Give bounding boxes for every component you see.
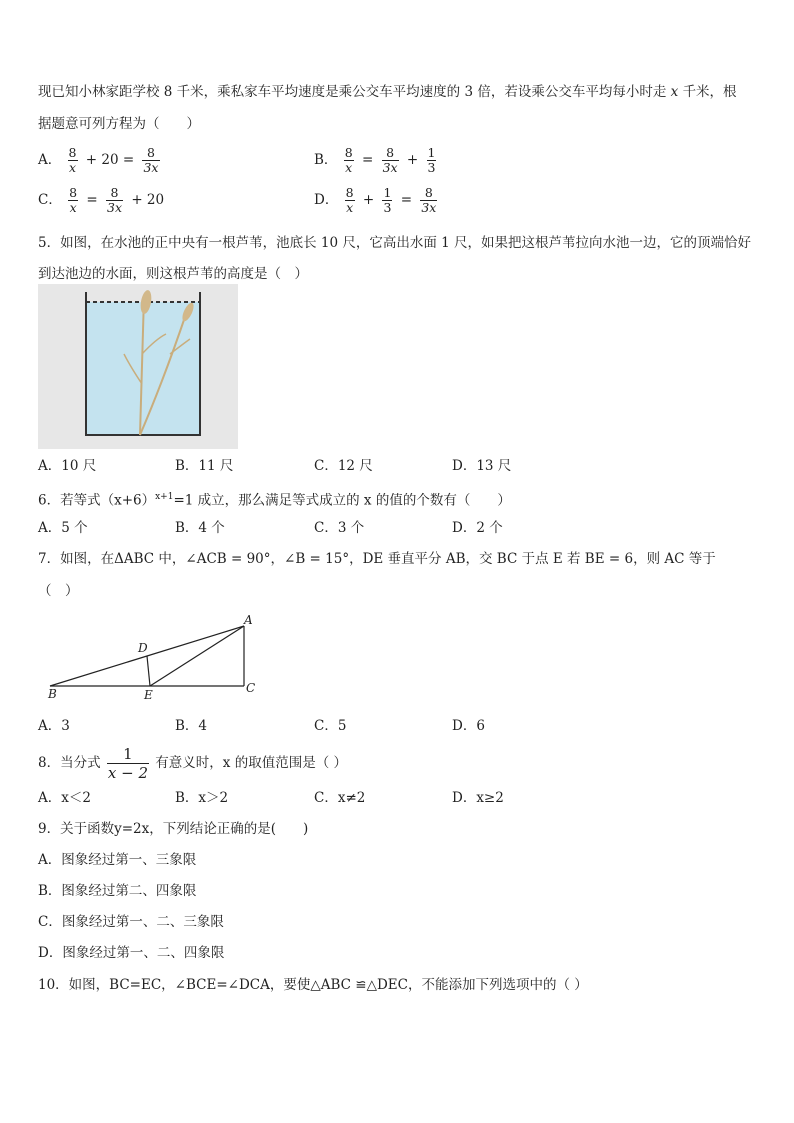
fraction: $\frac{8}{x}$ (69, 185, 78, 215)
q5-stem: 5．如图，在水池的正中央有一根芦苇，池底长 10 尺，它高出水面 1 尺，如果把这根芦苇拉向水池一边，它的顶端恰好到达池边的水面，则这根芦苇的高度是（ ） (38, 235, 752, 282)
q6-stem: 6．若等式$(x+6)^{x+1}=1$ 成立，那么满足等式成立的 x 的值的个数有（ ） (38, 492, 511, 509)
fraction: $\frac{8}{3x}$ (382, 145, 398, 175)
q4-option-a[interactable]: A． $\frac{8}{x}$ + 20 = $\frac{8}{3x}$ (38, 145, 159, 175)
q4-option-b[interactable]: B． $\frac{8}{x}$ = $\frac{8}{3x}$ + $\frac{1}{3}$ (314, 145, 436, 175)
q7-option-a[interactable]: A．3 (38, 718, 70, 734)
q9-option-b[interactable]: B．图象经过第二、四象限 (38, 883, 197, 899)
fraction: $\frac{8}{x}$ (344, 145, 353, 175)
q6-option-b[interactable]: B．4 个 (175, 520, 225, 536)
label-e: E (144, 688, 153, 702)
q8-option-d[interactable]: D．x≥2 (452, 790, 504, 806)
fraction: $\frac{8}{3x}$ (421, 185, 437, 215)
segment-ae (150, 626, 244, 686)
q5-option-b[interactable]: B．11 尺 (175, 458, 234, 474)
q5-option-d[interactable]: D．13 尺 (452, 458, 512, 474)
q5-option-c[interactable]: C．12 尺 (314, 458, 373, 474)
q9-stem: 9．关于函数y=2x，下列结论正确的是( ) (38, 821, 309, 837)
q7-option-d[interactable]: D．6 (452, 718, 485, 734)
label-a: A (244, 613, 253, 627)
segment-de (147, 656, 150, 686)
q8-option-c[interactable]: C．x≠2 (314, 790, 366, 806)
label-d: D (138, 641, 148, 655)
q5-option-a[interactable]: A．10 尺 (38, 458, 97, 474)
q7-option-b[interactable]: B．4 (175, 718, 208, 734)
q7-option-c[interactable]: C．5 (314, 718, 347, 734)
fraction: $\frac{1}{3}$ (383, 185, 392, 215)
q8-option-b[interactable]: B．x＞2 (175, 790, 229, 806)
fraction: $\frac{1}{x - 2}$ (107, 745, 148, 782)
q4-stem-line1: 现已知小林家距学校 8 千米，乘私家车平均速度是乘公交车平均速度的 3 倍，若设乘公交车平均每小时走 x 千米，根 (38, 84, 737, 100)
q4-stem-line2: 据题意可列方程为（ ） (38, 116, 200, 132)
q6-option-a[interactable]: A．5 个 (38, 520, 88, 536)
q8-option-a[interactable]: A．x＜2 (38, 790, 91, 806)
q9-option-a[interactable]: A．图象经过第一、三象限 (38, 852, 197, 868)
q7-stem-line1: 7．如图，在ΔABC 中，∠ACB = 90°，∠B = 15°，DE 垂直平分 AB，交 BC 于点 E 若 BE = 6，则 AC 等于 (38, 551, 716, 567)
q6-option-c[interactable]: C．3 个 (314, 520, 365, 536)
label-b: B (48, 687, 57, 701)
q10-stem: 10．如图，BC=EC，∠BCE=∠DCA，要使△ABC ≌△DEC，不能添加下列选项中的（ ） (38, 977, 588, 993)
q9-option-d[interactable]: D．图象经过第一、二、四象限 (38, 945, 225, 961)
fraction: $\frac{8}{x}$ (345, 185, 354, 215)
fraction: $\frac{1}{3}$ (427, 145, 436, 175)
fraction: $\frac{8}{3x}$ (143, 145, 159, 175)
reed-pond-figure (38, 284, 238, 449)
q4-option-c[interactable]: C． $\frac{8}{x}$ = $\frac{8}{3x}$ + 20 (38, 185, 165, 215)
q8-stem: 8．当分式 $\frac{1}{x - 2}$ 有意义时，x 的取值范围是（ ） (38, 745, 347, 782)
fraction: $\frac{8}{3x}$ (107, 185, 123, 215)
q4-option-d[interactable]: D． $\frac{8}{x}$ + $\frac{1}{3}$ = $\frac{8}{3x}$ (314, 185, 437, 215)
q6-option-d[interactable]: D．2 个 (452, 520, 503, 536)
label-c: C (246, 681, 256, 695)
q7-stem-line2: （ ） (38, 583, 79, 599)
q9-option-c[interactable]: C．图象经过第一、二、三象限 (38, 914, 224, 930)
fraction: $\frac{8}{x}$ (68, 145, 77, 175)
triangle-figure (40, 612, 270, 704)
